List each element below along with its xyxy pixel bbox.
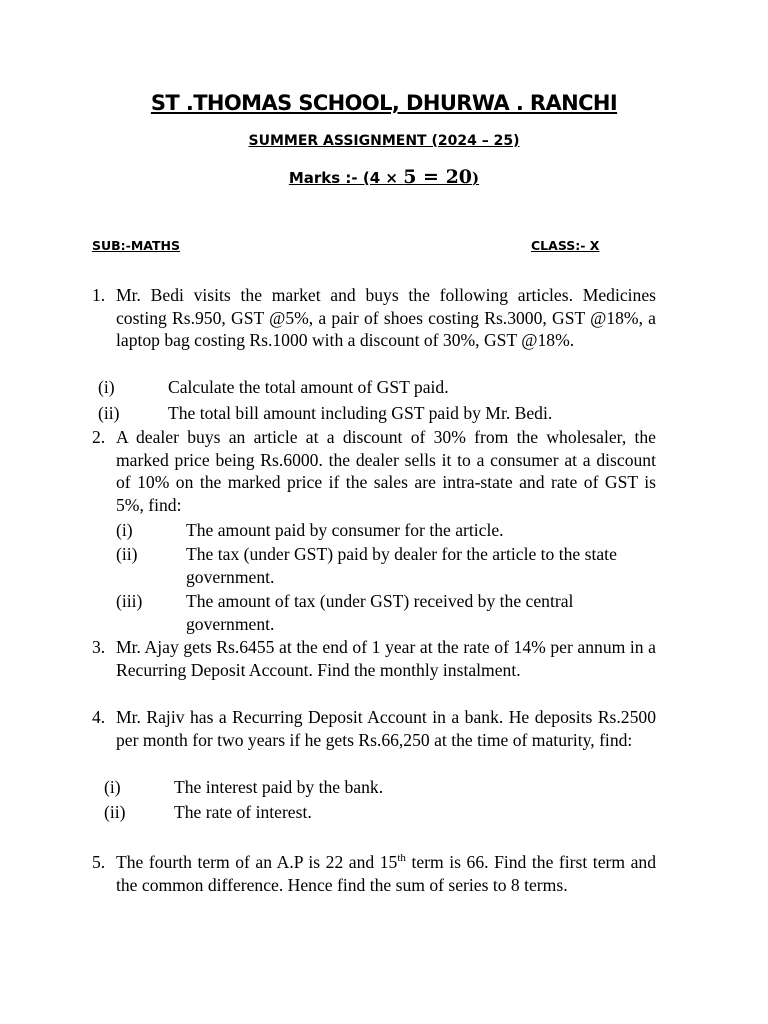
marks-value: 5 = 20 (403, 166, 473, 188)
part-label: (i) (104, 777, 121, 797)
part-text: The amount paid by consumer for the article. (186, 520, 504, 540)
part-label: (ii) (104, 802, 126, 822)
part-label: (iii) (116, 591, 143, 611)
part-text: The rate of interest. (174, 802, 312, 822)
question-number: 2. (92, 427, 106, 447)
assignment-title: SUMMER ASSIGNMENT (2024 – 25) (248, 133, 520, 149)
marks-suffix: ) (472, 169, 480, 187)
question-text-part2: term is 66. Find the first term and the common difference. Hence find the sum of series to 8 terms. (116, 852, 656, 895)
marks-line (0, 166, 768, 188)
part-label: (i) (98, 377, 115, 397)
class-label: CLASS:- X (531, 238, 600, 253)
question-text: Mr. Ajay gets Rs.6455 at the end of 1 year at the rate of 14% per annum in a Recurring Deposit Account. Find the monthly instalment. (116, 637, 656, 680)
question-text (116, 851, 656, 896)
question-text: Mr. Rajiv has a Recurring Deposit Account in a bank. He deposits Rs.2500 per month for two years if he gets Rs.66,250 at the time of maturity, find: (116, 707, 656, 750)
question-number: 5. (92, 852, 106, 872)
question-number: 3. (92, 637, 106, 657)
question-text-part1: The fourth term of an A.P is 22 and 15 (116, 852, 398, 872)
school-name: ST .THOMAS SCHOOL, DHURWA . RANCHI (150, 91, 618, 115)
question-number: 4. (92, 707, 106, 727)
subject-label: SUB:-MATHS (92, 238, 181, 253)
part-text: The tax (under GST) paid by dealer for the article to the state government. (186, 544, 617, 587)
question-number: 1. (92, 285, 106, 305)
part-text: The interest paid by the bank. (174, 777, 384, 797)
ordinal-superscript: th (397, 852, 406, 865)
part-label: (ii) (98, 403, 120, 423)
part-label: (i) (116, 520, 133, 540)
part-text: Calculate the total amount of GST paid. (168, 377, 449, 397)
part-label: (ii) (116, 544, 138, 564)
question-text: Mr. Bedi visits the market and buys the following articles. Medicines costing Rs.950, GST @5%, a pair of shoes costing Rs.3000, GST @18%, a laptop bag costing Rs.1000 with a discount of 30%, GST @18%. (116, 285, 656, 350)
part-text: The total bill amount including GST paid by Mr. Bedi. (168, 403, 553, 423)
marks-prefix: Marks :- (4 × (288, 169, 398, 187)
part-text: The amount of tax (under GST) received by the central government. (186, 591, 574, 634)
question-text: A dealer buys an article at a discount of 30% from the wholesaler, the marked price being Rs.6000. the dealer sells it to a consumer at a discount of 10% on the marked price if the sales are intra-state and rate of GST is 5%, find: (116, 427, 656, 515)
